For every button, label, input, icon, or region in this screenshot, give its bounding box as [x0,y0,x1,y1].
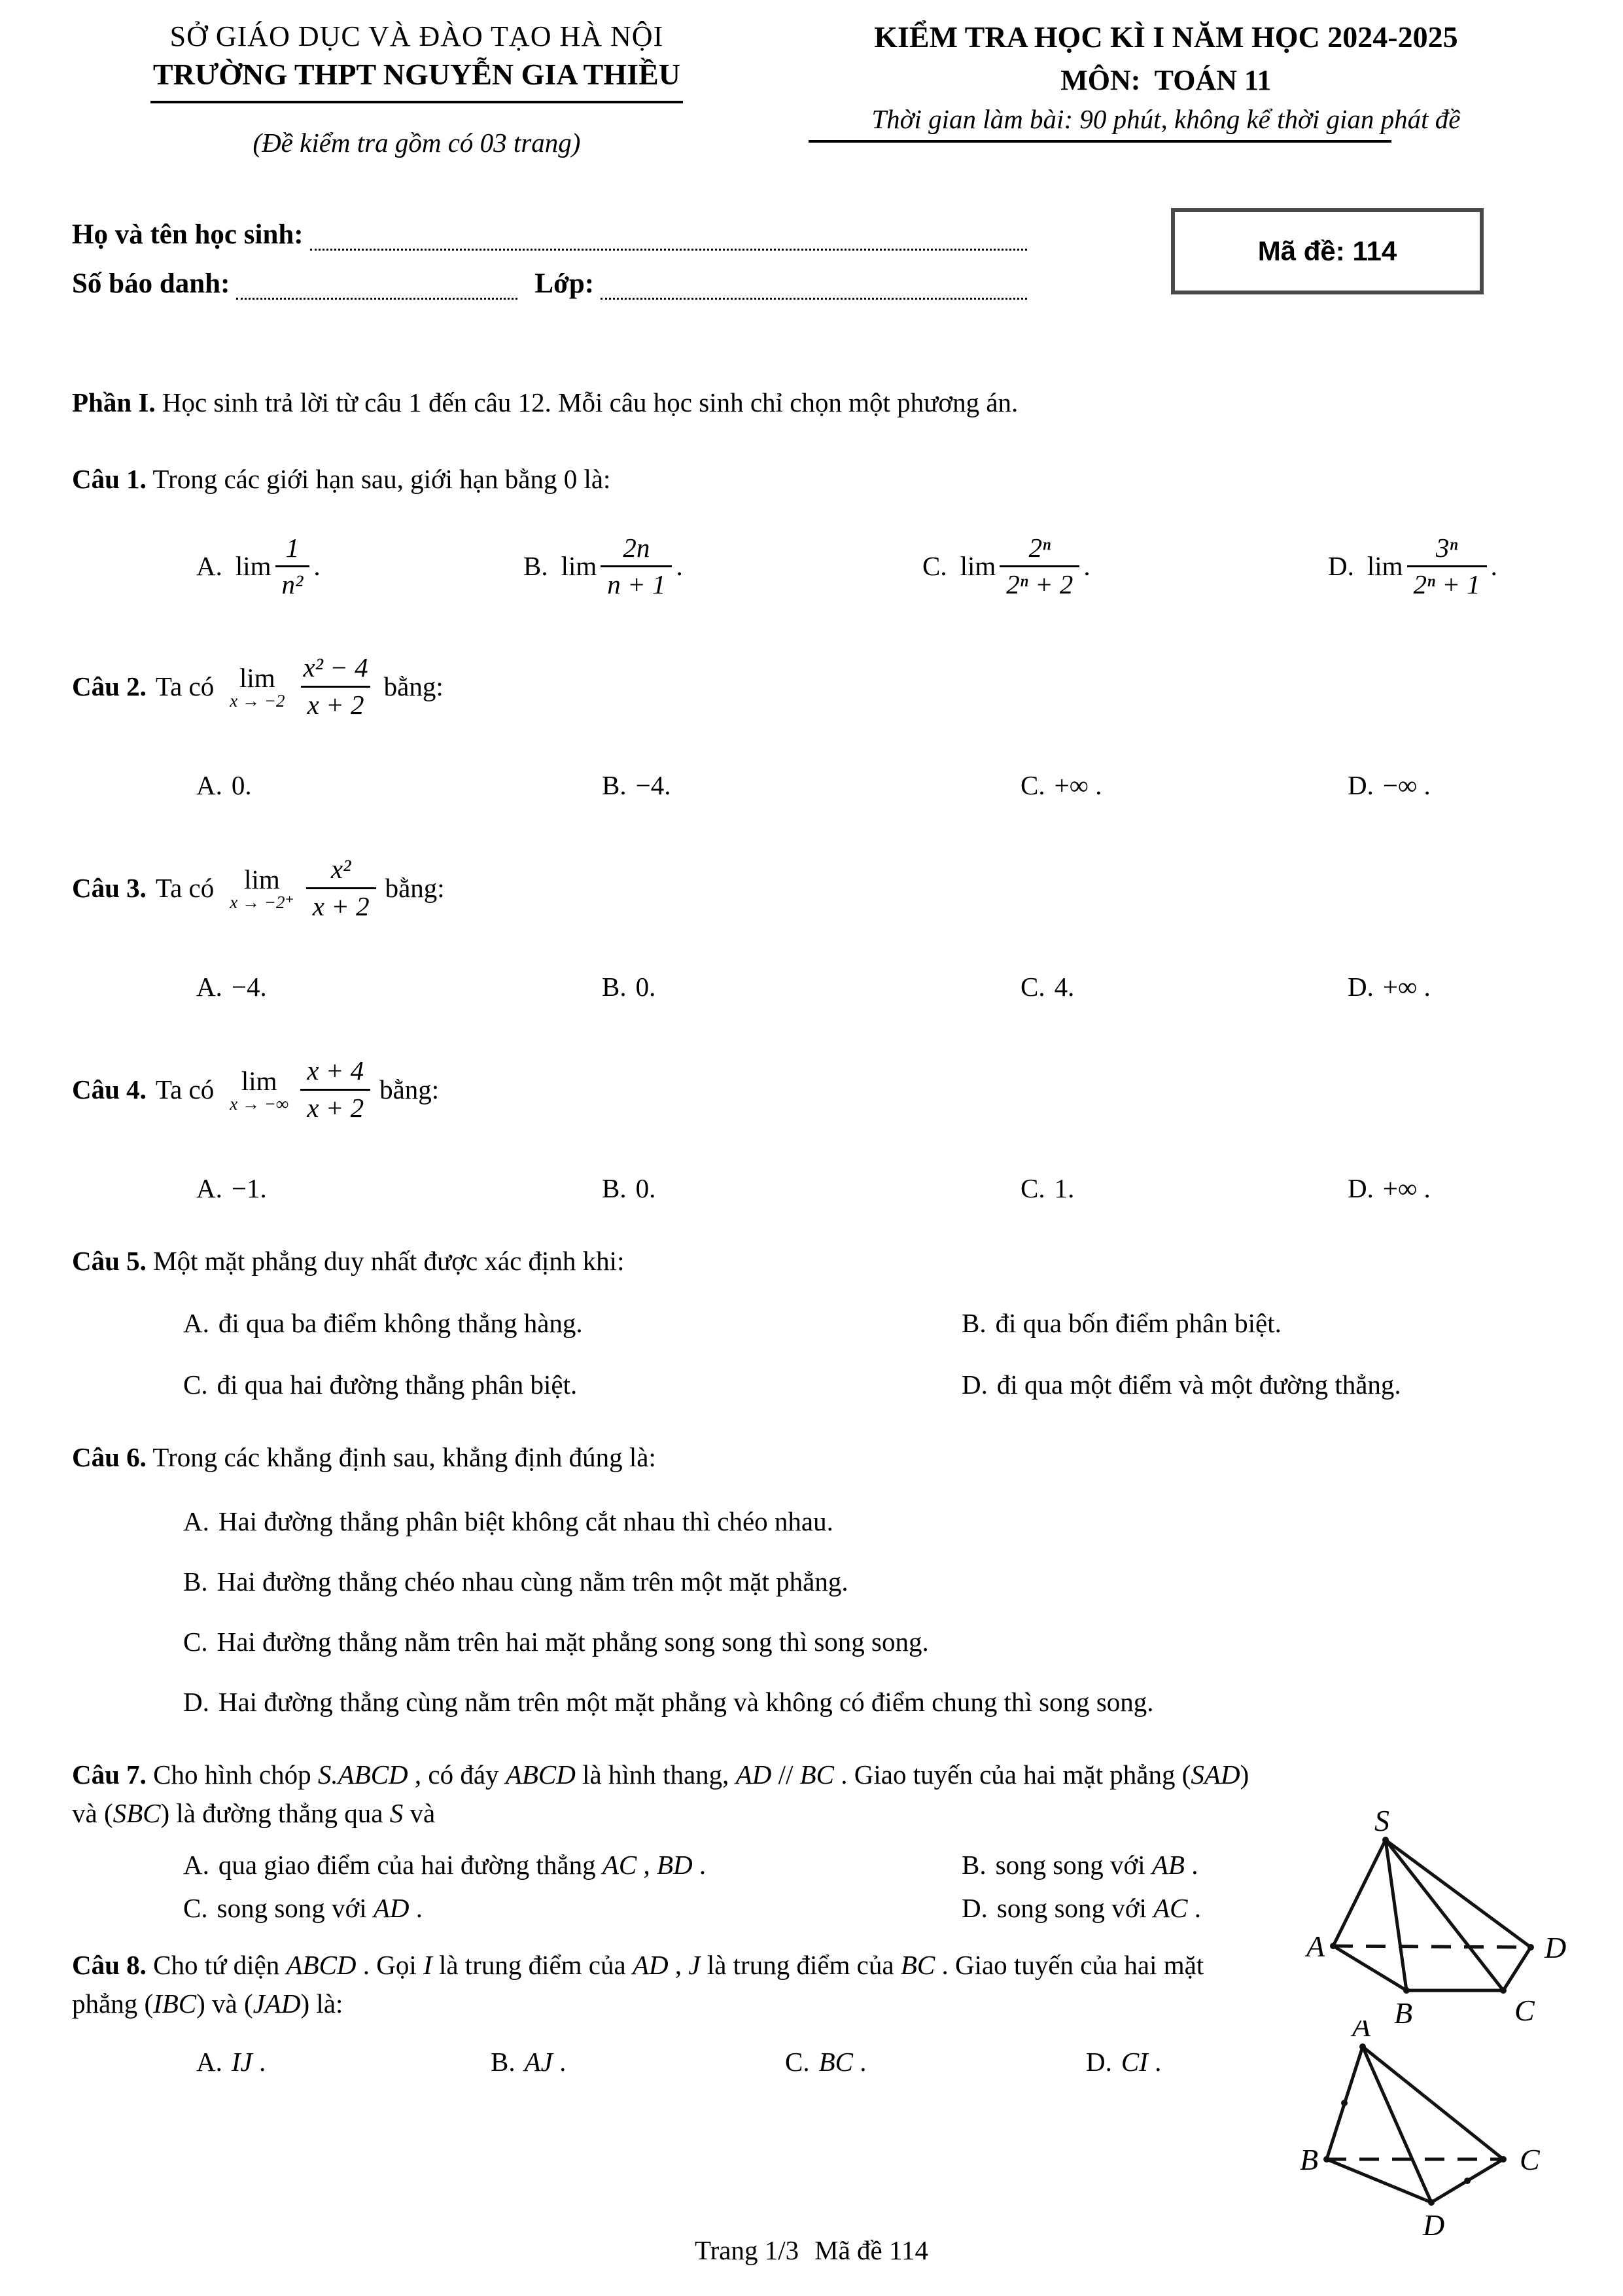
option-b [602,769,1021,801]
option-letter: C. [183,1892,208,1923]
question-7-label: Câu 7. [72,1759,147,1790]
option-letter: A. [183,1849,209,1880]
vertex-label-C: C [1514,1994,1535,2027]
school-name: TRƯỜNG THPT NGUYỄN GIA THIỀU [150,53,683,103]
option-letter: D. [1348,770,1374,801]
subject-title: MÔN: TOÁN 11 [1060,64,1272,96]
question-2-pre: Ta có [155,671,215,702]
header [72,20,1571,158]
exam-code: Mã đề: 114 [1257,236,1397,266]
option-a [196,2046,491,2077]
limit-expression [230,662,285,711]
option-b [183,1566,1571,1597]
student-id-blank [236,274,517,300]
question-1-options [196,533,1571,599]
option-letter: B. [602,1173,627,1204]
option-value: Hai đường thẳng nằm trên hai mặt phẳng song song thì song song. [217,1626,929,1657]
option-value: −4. [635,770,671,801]
option-d [1348,769,1571,801]
option-letter: A. [196,770,222,801]
question-5 [72,1242,1571,1400]
student-name-label: Họ và tên học sinh: [72,219,304,250]
option-b [523,533,922,599]
question-6-options [183,1506,1571,1718]
question-1-text: Trong các giới hạn sau, giới hạn bằng 0 là: [146,464,611,495]
option-d [1086,2046,1236,2077]
exam-title: KIỂM TRA HỌC KÌ I NĂM HỌC 2024-2025 [874,20,1458,54]
option-value: song song với AB . [995,1849,1198,1880]
option-b [602,971,1021,1002]
option-letter: A. [183,1307,209,1338]
option-b [491,2046,785,2077]
option-a [183,1849,962,1881]
option-d [183,1686,1571,1718]
period: . [1083,551,1091,582]
part1-label: Phần I. [72,387,156,417]
header-right [761,20,1571,158]
option-letter: B. [602,770,627,801]
option-value: qua giao điểm của hai đường thẳng AC , BD . [218,1849,707,1880]
part1-heading [72,383,1571,422]
lim-subscript: x → −∞ [230,1093,289,1114]
question-3-post: bằng: [385,873,445,904]
option-a [183,1506,1571,1537]
department-name: SỞ GIÁO DỤC VÀ ĐÀO TẠO HÀ NỘI [169,20,664,52]
header-divider [809,140,1391,143]
vertex-label-C: D [1423,2208,1445,2240]
question-5-label: Câu 5. [72,1246,147,1277]
option-value: 0. [635,972,656,1002]
option-letter: D. [183,1686,209,1717]
option-letter: D. [1328,551,1354,582]
question-1 [72,460,1571,599]
option-letter: C. [1021,972,1045,1002]
option-value: 0. [231,770,252,801]
question-7-text: Cho hình chóp S.ABCD , có đáy ABCD là hình thang, AD // BC . Giao tuyến của hai mặt phẳng (SAD) và (SBC) là đường thẳng qua S và [72,1759,1249,1829]
option-letter: C. [183,1626,208,1657]
question-7-options [183,1849,1276,1924]
lim-symbol: lim [960,551,996,582]
option-d [1348,1173,1571,1204]
option-c [1021,971,1348,1002]
fraction-numerator: 1 [285,532,300,563]
figure-pyramid-SABCD [1305,1807,1593,2043]
fraction-denominator: n² [275,565,310,599]
question-3 [72,839,1571,1002]
option-value: Hai đường thẳng chéo nhau cùng nằm trên một mặt phẳng. [217,1566,848,1597]
option-value: song song với AD . [217,1892,423,1923]
question-8-options [196,2046,1236,2077]
option-a [196,1173,602,1204]
limit-expression [230,864,294,913]
option-c [183,1892,962,1924]
option-a [183,1307,962,1339]
class-blank [601,274,1027,300]
option-d [1348,971,1571,1002]
option-letter: D. [1086,2046,1112,2077]
question-7 [72,1756,1276,1924]
fraction-numerator: x² [330,854,351,885]
question-4-options [196,1173,1571,1204]
question-5-options [183,1307,1571,1400]
question-1-label: Câu 1. [72,464,147,495]
option-letter: A. [196,972,222,1002]
figure-tetrahedron-ABCD [1299,2021,1580,2246]
question-8-label: Câu 8. [72,1949,147,1980]
vertex-label-S: S [1374,1807,1389,1837]
option-a [196,971,602,1002]
fraction [306,855,376,921]
option-value: song song với AC . [996,1892,1201,1923]
option-letter: B. [523,551,548,582]
option-value: −∞ . [1382,770,1431,801]
vertex-label-D: C [1520,2143,1540,2176]
question-3-options [196,971,1571,1002]
midpoint-dot-CD [1464,2178,1471,2184]
option-value: CI . [1121,2046,1162,2077]
option-value: −1. [231,1173,267,1204]
question-5-text: Một mặt phẳng duy nhất được xác định khi: [146,1246,625,1277]
question-4-pre: Ta có [155,1074,215,1105]
option-value: IJ . [231,2046,266,2077]
page-footer [0,2234,1623,2266]
option-value: 1. [1054,1173,1075,1204]
question-6 [72,1438,1571,1718]
option-value: Hai đường thẳng phân biệt không cắt nhau thì chéo nhau. [218,1506,833,1536]
option-value: BC . [818,2046,867,2077]
fraction-denominator: x + 2 [300,1089,370,1123]
option-a [196,769,602,801]
vertex-label-A: A [1306,1930,1325,1963]
exam-code-box [1171,208,1484,294]
vertex-label-B: B [1394,1996,1413,2030]
student-name-blank [310,224,1027,251]
student-info [72,219,1571,300]
option-c [1021,769,1348,801]
part1-text: Học sinh trả lời từ câu 1 đến câu 12. Mỗi câu học sinh chỉ chọn một phương án. [155,387,1019,417]
option-d [962,1892,1276,1924]
header-left [72,20,761,158]
limit-expression [230,1065,288,1114]
period: . [676,551,683,582]
lim-subscript: x → −2⁺ [230,892,294,912]
question-4-label: Câu 4. [72,1074,147,1105]
question-3-label: Câu 3. [72,873,147,904]
fraction [300,1056,370,1122]
option-value: đi qua ba điểm không thẳng hàng. [218,1307,583,1338]
option-value: đi qua một điểm và một đường thẳng. [996,1369,1401,1400]
time-limit-note: Thời gian làm bài: 90 phút, không kể thời gian phát đề [871,104,1461,134]
lim-symbol: lim [235,551,271,582]
fraction-numerator: 2n [623,532,650,563]
option-c [785,2046,1086,2077]
student-id-label: Số báo danh: [72,268,230,299]
fraction-denominator: x + 2 [306,887,376,921]
student-name-row [72,219,1027,251]
option-value: −4. [231,972,267,1002]
option-value: Hai đường thẳng cùng nằm trên một mặt phẳng và không có điểm chung thì song song. [218,1686,1154,1717]
option-letter: B. [183,1566,208,1597]
option-value: đi qua hai đường thẳng phân biệt. [217,1369,578,1400]
lim-symbol: lim [561,551,597,582]
option-value: AJ . [524,2046,567,2077]
option-value: +∞ . [1054,770,1102,801]
period: . [1490,551,1497,582]
option-c [183,1626,1571,1657]
fraction-denominator: 2ⁿ + 1 [1407,565,1487,599]
option-letter: B. [962,1849,986,1880]
student-id-row [72,268,1027,300]
option-value: +∞ . [1382,972,1431,1002]
fraction-numerator: x + 4 [307,1055,364,1086]
option-letter: A. [196,1173,222,1204]
fraction-numerator: 3ⁿ [1435,532,1458,563]
class-label: Lớp: [534,268,595,299]
lim-symbol: lim [239,662,275,693]
footer-exam-code: Mã đề 114 [814,2235,928,2265]
page-number: Trang 1/3 [695,2235,799,2265]
question-8 [72,1946,1236,2077]
lim-symbol: lim [241,1065,277,1096]
option-b [962,1307,1571,1339]
option-value: +∞ . [1382,1173,1431,1204]
lim-symbol: lim [1367,551,1403,582]
option-d [1328,533,1571,599]
fraction-denominator: 2ⁿ + 2 [1000,565,1079,599]
lim-symbol: lim [244,864,280,894]
fraction [296,653,374,719]
option-letter: A. [183,1506,209,1536]
vertex-label-A: A [1352,2021,1371,2043]
page-count-note: (Đề kiểm tra gồm có 03 trang) [253,128,581,158]
lim-subscript: x → −2 [230,690,285,711]
option-c [1021,1173,1348,1204]
option-letter: B. [602,972,627,1002]
option-b [602,1173,1021,1204]
option-letter: C. [1021,1173,1045,1204]
option-letter: C. [1021,770,1045,801]
option-c [922,533,1328,599]
option-letter: D. [1348,972,1374,1002]
question-8-text: Cho tứ diện ABCD . Gọi I là trung điểm của AD , J là trung điểm của BC . Giao tuyến của hai mặt phẳng (IBC) và (JAD) là: [72,1949,1204,2019]
midpoint-dot-AB [1341,2100,1348,2106]
option-letter: D. [962,1369,988,1400]
fraction-denominator: n + 1 [601,565,672,599]
option-a [196,533,523,599]
option-letter: B. [491,2046,515,2077]
fraction-numerator: 2ⁿ [1028,532,1051,563]
period: . [313,551,321,582]
question-2-options [196,769,1571,801]
vertex-label-B: B [1300,2143,1319,2176]
option-b [962,1849,1276,1881]
fraction-denominator: x + 2 [301,686,371,720]
option-letter: C. [922,551,947,582]
option-letter: B. [962,1307,986,1338]
question-2-post: bằng: [383,671,444,702]
question-4-post: bằng: [379,1074,440,1105]
option-letter: D. [1348,1173,1374,1204]
option-letter: C. [183,1369,208,1400]
question-2-label: Câu 2. [72,671,147,702]
question-2 [72,637,1571,801]
option-letter: A. [196,551,222,582]
option-d [962,1369,1571,1400]
question-6-label: Câu 6. [72,1441,147,1472]
fraction-numerator: x² − 4 [303,652,368,683]
option-value: đi qua bốn điểm phân biệt. [995,1307,1282,1338]
option-value: 0. [635,1173,656,1204]
option-letter: C. [785,2046,810,2077]
question-6-text: Trong các khẳng định sau, khẳng định đúng là: [146,1441,656,1472]
option-letter: A. [196,2046,222,2077]
vertex-label-D: D [1544,1931,1567,1964]
option-value: 4. [1054,972,1075,1002]
question-3-pre: Ta có [155,873,215,904]
option-c [183,1369,962,1400]
question-4 [72,1040,1571,1204]
option-letter: D. [962,1892,988,1923]
